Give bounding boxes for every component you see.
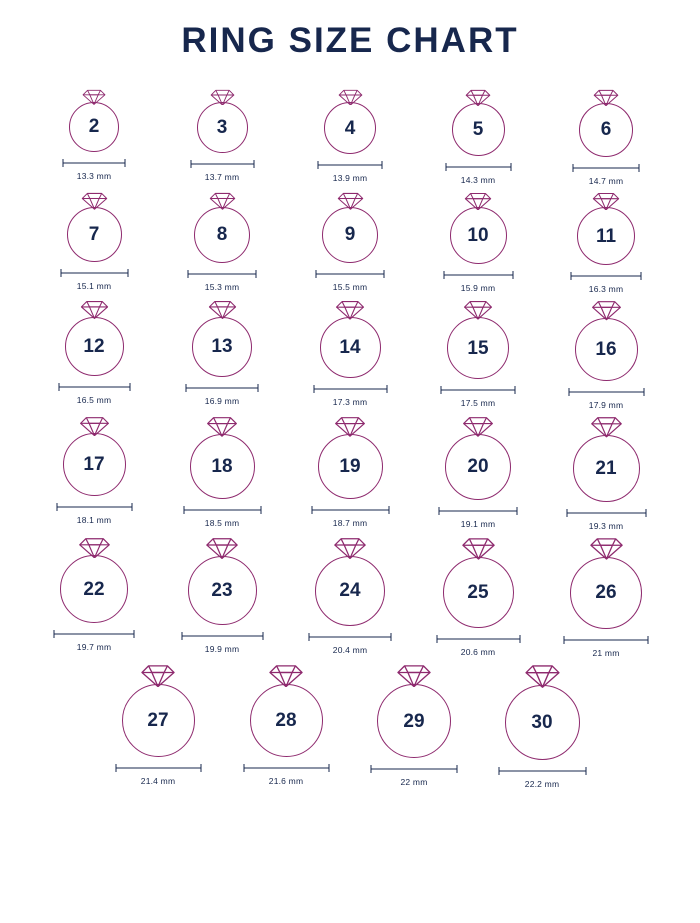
- measure-bracket-icon: [317, 160, 383, 170]
- ring-band: [452, 103, 505, 156]
- ring-size-number: 24: [339, 580, 361, 602]
- ring-illustration: [575, 300, 638, 380]
- ring-size-number: 14: [339, 337, 361, 359]
- ring-size-row: [28, 89, 672, 186]
- ring-illustration: [573, 416, 640, 502]
- ring-size-number: 4: [344, 117, 356, 139]
- ring-size-number: 2: [88, 116, 100, 138]
- measure-bracket-icon: [563, 635, 649, 645]
- ring-size-cell[interactable]: [286, 89, 414, 184]
- ring-diameter-label: 15.1 mm: [76, 280, 112, 291]
- ring-size-row: [28, 192, 672, 295]
- ring-illustration: [320, 300, 381, 378]
- ring-diameter-label: 17.9 mm: [588, 399, 624, 410]
- ring-illustration: [194, 192, 250, 263]
- ring-illustration: [60, 537, 128, 624]
- measure-bracket-icon: [445, 162, 512, 172]
- ring-diameter-measure: [58, 382, 131, 405]
- ring-diameter-label: 20.6 mm: [460, 646, 496, 657]
- ring-diameter-label: 14.3 mm: [460, 174, 496, 185]
- ring-diameter-label: 19.1 mm: [460, 518, 496, 529]
- ring-size-number: 28: [275, 710, 297, 732]
- measure-bracket-icon: [313, 384, 388, 394]
- ring-size-chart-page: [0, 22, 700, 923]
- ring-size-row: [28, 416, 672, 531]
- ring-diameter-measure: [185, 383, 259, 406]
- ring-band: [443, 557, 514, 628]
- ring-illustration: [250, 664, 323, 758]
- ring-band: [122, 684, 195, 757]
- ring-size-number: 10: [467, 225, 489, 247]
- ring-size-row: [28, 664, 672, 789]
- ring-size-number: 11: [595, 225, 617, 247]
- ring-diameter-measure: [190, 159, 255, 182]
- ring-illustration: [505, 664, 580, 760]
- ring-band: [194, 207, 250, 263]
- measure-bracket-icon: [181, 631, 264, 641]
- ring-size-number: 8: [216, 224, 228, 246]
- ring-size-cell[interactable]: [414, 416, 542, 529]
- ring-diameter-label: 16.9 mm: [204, 395, 240, 406]
- ring-size-row: [28, 300, 672, 409]
- ring-illustration: [377, 664, 451, 759]
- ring-diameter-measure: [183, 505, 262, 528]
- ring-diameter-measure: [563, 635, 649, 658]
- ring-size-cell[interactable]: [158, 300, 286, 405]
- ring-diameter-measure: [568, 387, 645, 410]
- ring-size-number: 25: [467, 581, 489, 603]
- ring-size-cell[interactable]: [542, 89, 670, 186]
- ring-size-cell[interactable]: [414, 89, 542, 185]
- ring-band: [65, 317, 124, 376]
- ring-diameter-measure: [370, 764, 458, 787]
- ring-size-cell[interactable]: [478, 664, 606, 789]
- ring-size-cell[interactable]: [30, 192, 158, 291]
- measure-bracket-icon: [311, 505, 390, 515]
- ring-size-number: 5: [472, 118, 484, 140]
- ring-band: [322, 207, 378, 263]
- ring-diameter-measure: [436, 634, 521, 657]
- ring-illustration: [63, 416, 126, 496]
- ring-band: [447, 317, 509, 379]
- ring-band: [69, 102, 119, 152]
- measure-bracket-icon: [185, 383, 259, 393]
- measure-bracket-icon: [568, 387, 645, 397]
- ring-diameter-label: 17.3 mm: [332, 397, 368, 408]
- ring-size-cell[interactable]: [286, 192, 414, 292]
- ring-size-cell[interactable]: [30, 416, 158, 525]
- ring-diameter-measure: [60, 268, 129, 291]
- ring-diameter-label: 22 mm: [400, 777, 428, 788]
- ring-size-number: 7: [88, 223, 100, 245]
- ring-illustration: [69, 89, 119, 152]
- ring-diameter-measure: [438, 506, 518, 529]
- measure-bracket-icon: [440, 385, 516, 395]
- ring-illustration: [197, 89, 248, 154]
- ring-size-number: 16: [595, 338, 617, 360]
- ring-size-cell[interactable]: [286, 416, 414, 528]
- ring-illustration: [190, 416, 255, 499]
- ring-diameter-label: 13.7 mm: [204, 172, 240, 183]
- measure-bracket-icon: [436, 634, 521, 644]
- ring-illustration: [324, 89, 376, 155]
- ring-illustration: [65, 300, 124, 375]
- ring-size-cell[interactable]: [94, 664, 222, 787]
- measure-bracket-icon: [53, 629, 135, 639]
- ring-band: [197, 102, 248, 153]
- ring-diameter-measure: [313, 384, 388, 407]
- ring-diameter-label: 14.7 mm: [588, 175, 624, 186]
- measure-bracket-icon: [190, 159, 255, 169]
- ring-diameter-label: 16.3 mm: [588, 284, 624, 295]
- ring-band: [60, 555, 128, 623]
- ring-size-cell[interactable]: [222, 664, 350, 787]
- ring-size-number: 23: [211, 579, 233, 601]
- ring-size-number: 15: [467, 337, 489, 359]
- ring-diameter-label: 21.6 mm: [268, 776, 304, 787]
- ring-illustration: [322, 192, 378, 263]
- ring-diameter-label: 17.5 mm: [460, 398, 496, 409]
- ring-diameter-measure: [498, 766, 587, 789]
- ring-diameter-label: 13.3 mm: [76, 170, 112, 181]
- ring-size-cell[interactable]: [158, 416, 286, 528]
- ring-band: [575, 318, 638, 381]
- ring-diameter-label: 21 mm: [592, 647, 620, 658]
- ring-band: [320, 317, 381, 378]
- ring-band: [445, 434, 511, 500]
- ring-diameter-label: 19.3 mm: [588, 520, 624, 531]
- measure-bracket-icon: [315, 269, 385, 279]
- ring-illustration: [452, 89, 505, 156]
- ring-diameter-measure: [62, 158, 126, 181]
- ring-diameter-label: 18.1 mm: [76, 515, 112, 526]
- ring-illustration: [192, 300, 252, 376]
- ring-diameter-measure: [440, 385, 516, 408]
- measure-bracket-icon: [438, 506, 518, 516]
- ring-diameter-measure: [443, 270, 514, 293]
- ring-size-cell[interactable]: [414, 192, 542, 294]
- ring-band: [573, 435, 640, 502]
- ring-size-cell[interactable]: [286, 537, 414, 655]
- measure-bracket-icon: [572, 163, 640, 173]
- ring-illustration: [67, 192, 122, 262]
- ring-size-cell[interactable]: [30, 300, 158, 404]
- ring-band: [377, 684, 451, 758]
- ring-size-cell[interactable]: [350, 664, 478, 788]
- ring-diameter-label: 13.9 mm: [332, 173, 368, 184]
- ring-band: [192, 317, 252, 377]
- ring-diameter-label: 22.2 mm: [524, 778, 560, 789]
- measure-bracket-icon: [187, 269, 257, 279]
- ring-band: [188, 556, 257, 625]
- ring-diameter-measure: [56, 502, 133, 525]
- ring-illustration: [443, 537, 514, 628]
- ring-size-cell[interactable]: [542, 537, 670, 658]
- ring-size-cell[interactable]: [542, 416, 670, 531]
- ring-size-cell[interactable]: [158, 192, 286, 292]
- ring-size-number: 21: [595, 457, 617, 479]
- ring-size-number: 9: [344, 224, 356, 246]
- ring-diameter-measure: [566, 508, 647, 531]
- ring-diameter-label: 16.5 mm: [76, 394, 112, 405]
- ring-size-number: 29: [403, 710, 425, 732]
- ring-size-number: 12: [83, 335, 105, 357]
- ring-illustration: [447, 300, 509, 379]
- ring-size-number: 6: [600, 119, 612, 141]
- ring-illustration: [122, 664, 195, 758]
- measure-bracket-icon: [443, 270, 514, 280]
- ring-size-number: 13: [211, 336, 233, 358]
- ring-size-number: 17: [83, 454, 105, 476]
- ring-diameter-measure: [308, 632, 392, 655]
- ring-illustration: [318, 416, 383, 499]
- ring-diameter-label: 19.9 mm: [204, 643, 240, 654]
- ring-size-number: 26: [595, 582, 617, 604]
- ring-size-cell[interactable]: [158, 89, 286, 183]
- ring-diameter-measure: [311, 505, 390, 528]
- ring-diameter-measure: [572, 163, 640, 186]
- ring-illustration: [445, 416, 511, 500]
- ring-diameter-label: 15.3 mm: [204, 281, 240, 292]
- ring-diameter-measure: [181, 631, 264, 654]
- ring-diameter-label: 18.7 mm: [332, 517, 368, 528]
- ring-illustration: [570, 537, 642, 629]
- measure-bracket-icon: [570, 271, 642, 281]
- measure-bracket-icon: [60, 268, 129, 278]
- measure-bracket-icon: [183, 505, 262, 515]
- measure-bracket-icon: [243, 763, 330, 773]
- ring-band: [450, 207, 507, 264]
- ring-band: [190, 434, 255, 499]
- ring-size-cell[interactable]: [542, 300, 670, 409]
- ring-diameter-label: 20.4 mm: [332, 644, 368, 655]
- measure-bracket-icon: [58, 382, 131, 392]
- ring-size-cell[interactable]: [414, 537, 542, 657]
- ring-size-cell[interactable]: [158, 537, 286, 654]
- ring-size-number: 27: [147, 710, 169, 732]
- ring-band: [315, 556, 385, 626]
- measure-bracket-icon: [115, 763, 202, 773]
- ring-size-number: 30: [531, 711, 553, 733]
- ring-size-cell[interactable]: [542, 192, 670, 295]
- ring-diameter-label: 15.5 mm: [332, 281, 368, 292]
- ring-band: [63, 433, 126, 496]
- ring-size-grid: [0, 89, 700, 789]
- ring-band: [250, 684, 323, 757]
- ring-diameter-measure: [243, 763, 330, 786]
- measure-bracket-icon: [56, 502, 133, 512]
- ring-size-cell[interactable]: [30, 537, 158, 653]
- ring-illustration: [188, 537, 257, 625]
- ring-diameter-measure: [317, 160, 383, 183]
- measure-bracket-icon: [62, 158, 126, 168]
- ring-diameter-label: 19.7 mm: [76, 642, 112, 653]
- ring-band: [570, 557, 642, 629]
- ring-size-number: 18: [211, 455, 233, 477]
- ring-illustration: [315, 537, 385, 626]
- measure-bracket-icon: [498, 766, 587, 776]
- ring-illustration: [579, 89, 633, 157]
- ring-band: [579, 103, 633, 157]
- ring-diameter-measure: [315, 269, 385, 292]
- ring-illustration: [577, 192, 635, 266]
- ring-diameter-measure: [570, 271, 642, 294]
- ring-diameter-measure: [445, 162, 512, 185]
- measure-bracket-icon: [308, 632, 392, 642]
- ring-size-number: 20: [467, 456, 489, 478]
- ring-size-number: 22: [83, 578, 105, 600]
- ring-band: [324, 102, 376, 154]
- ring-illustration: [450, 192, 507, 265]
- measure-bracket-icon: [566, 508, 647, 518]
- ring-size-cell[interactable]: [286, 300, 414, 407]
- ring-diameter-label: 18.5 mm: [204, 517, 240, 528]
- ring-size-cell[interactable]: [30, 89, 158, 181]
- ring-size-cell[interactable]: [414, 300, 542, 408]
- ring-size-number: 19: [339, 455, 361, 477]
- ring-diameter-measure: [187, 269, 257, 292]
- page-title: RING SIZE CHART: [181, 21, 519, 60]
- measure-bracket-icon: [370, 764, 458, 774]
- ring-diameter-measure: [53, 629, 135, 652]
- ring-size-number: 3: [216, 117, 228, 139]
- ring-band: [67, 207, 122, 262]
- ring-size-row: [28, 537, 672, 658]
- ring-diameter-label: 21.4 mm: [140, 776, 176, 787]
- ring-band: [318, 434, 383, 499]
- ring-diameter-measure: [115, 763, 202, 786]
- ring-band: [577, 207, 635, 265]
- ring-band: [505, 685, 580, 760]
- ring-diameter-label: 15.9 mm: [460, 283, 496, 294]
